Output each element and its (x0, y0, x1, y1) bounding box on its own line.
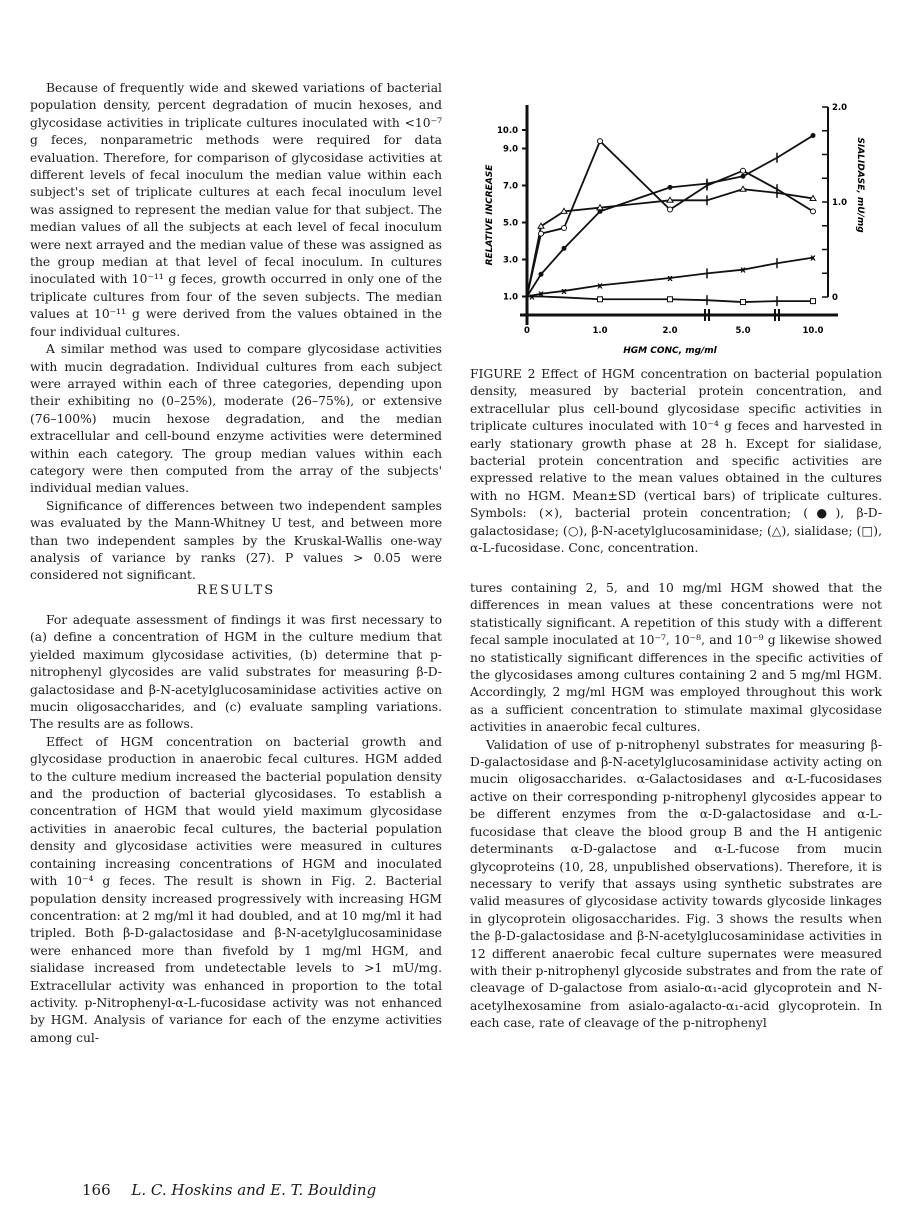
page-footer (82, 1182, 376, 1199)
y-tick-label: 5.0 (502, 218, 518, 229)
methods-text (30, 80, 442, 585)
paragraph: Validation of use of p-nitrophenyl substrates for measuring β-D-galactosidase and β-N-acetylglucosaminidase activity acting on mucin oligosaccharides. α-Galactosidases and α-L-fucosidases active on their corresponding p-nitrophenyl glycosides appear to be different enzymes from the α-D-galactosidase and α-L-fucosidase that cleave the blood group B and the H antigenic determinants α-D-galactose and α-L-fucose from mucin glycoproteins (10, 28, unpublished observations). Therefore, it is necessary to verify that assays using synthetic substrates are valid measures of glycosidase activity towards glycoside linkages in glycoprotein oligosaccharides. Fig. 3 shows the results when the β-D-galactosidase and β-N-acetylglucosaminidase activities in 12 different anaerobic fecal culture supernates were measured with their p-nitrophenyl glycoside substrates and from the rate of cleavage of D-galactose from asialo-α₁-acid glycoprotein and N-acetylhexosamine from asialo-agalacto-α₁-acid glycoprotein. In each case, rate of cleavage of the p-nitrophenyl (470, 737, 882, 1031)
y-tick-label: 1.0 (502, 292, 518, 303)
section-heading: RESULTS (196, 583, 276, 598)
y-tick-label: 9.0 (502, 144, 518, 155)
page-number: 166 (82, 1181, 111, 1199)
data-point (562, 246, 567, 251)
data-point-x: x (597, 281, 603, 292)
data-point (539, 272, 544, 277)
y-tick-label: 7.0 (502, 181, 518, 192)
y2-tick-label: 1.0 (832, 198, 848, 208)
data-point (668, 207, 673, 212)
x-tick-label: 1.0 (592, 326, 608, 336)
data-point-x: x (740, 265, 746, 276)
data-point (562, 226, 567, 231)
paragraph: tures containing 2, 5, and 10 mg/ml HGM showed that the differences in mean values at these concentrations were not statistically significant. A repetition of this study with a different fecal sample inoculated at 10⁻⁷, 10⁻⁸, and 10⁻⁹ g likewise showed no statistically significant differences in the specific activities of the glycosidases among cultures containing 2 and 5 mg/ml HGM. Accordingly, 2 mg/ml HGM was employed throughout this work as a sufficient concentration to stimulate maximal glycosidase activities in anaerobic fecal cultures. (470, 581, 882, 735)
data-point-x: x (529, 292, 535, 303)
x-axis-label: HGM CONC, mg/ml (623, 346, 717, 355)
x-tick-label: 10.0 (802, 326, 824, 336)
paragraph: Significance of differences between two independent samples was evaluated by the Mann-Whitney U test, and between more than two independent samples by the Kruskal-Wallis one-way analysis of variance by ranks (27). P values > 0.05 were considered not significant. (30, 498, 442, 583)
data-point (598, 297, 603, 302)
data-point (598, 139, 603, 144)
data-point (668, 185, 673, 190)
figure-2-chart (470, 75, 882, 355)
paragraph: Because of frequently wide and skewed variations of bacterial population density, percent degradation of mucin hexoses, and glycosidase activities in triplicate cultures inoculated with <10⁻⁷ g feces, nonparametric methods were required for data evaluation. Therefore, for comparison of glycosidase activities at different levels of fecal inoculum the median value within each subject's set of triplicate cultures at each fecal inoculum level was assigned to represent the median value for that subject. The median values of all the subjects at each level of fecal inoculum were next arrayed and the median value of these was assigned as the group median at that level of fecal inoculum. In cultures inoculated with 10⁻¹¹ g feces, growth occurred in only one of the triplicate cultures from four of the seven subjects. The median values at 10⁻¹¹ g were derived from the values obtained in the four individual cultures. (30, 81, 442, 339)
paragraph: For adequate assessment of findings it was first necessary to (a) define a concentration of HGM in the culture medium that yielded maximum glycosidase activities, (b) determine that p-nitrophenyl glycosides are valid substrates for measuring β-D-galactosidase and β-N-acetylglucosaminidase activities active on mucin oligosaccharides, and (c) evaluate sampling variations. The results are as follows. (30, 613, 442, 732)
y2-tick-label: 0 (832, 293, 838, 303)
y-tick-label: 10.0 (497, 126, 518, 136)
results-text-left (30, 612, 442, 1047)
data-point (811, 133, 816, 138)
y-tick-label: 3.0 (502, 255, 518, 266)
data-point-x: x (667, 274, 673, 284)
paragraph: A similar method was used to compare glycosidase activities with mucin degradation. Individual cultures from each subject were arrayed within each of three categories, depending upon their exhibiting no (0–25%), moderate (26–75%), or extensive (76–100%) mucin hexose degradation, and the median extracellular and cell-bound enzyme activities were determined within each category. The group median values within each category were then computed from the array of the subjects' individual median values. (30, 342, 442, 496)
x-tick-label: 0 (524, 326, 530, 336)
y2-tick-label: 2.0 (832, 103, 848, 113)
data-point (741, 174, 746, 179)
data-point-x: x (561, 286, 567, 297)
paragraph: Effect of HGM concentration on bacterial growth and glycosidase production in anaerobic fecal cultures. HGM added to the culture medium increased the bacterial population density and the production of bacterial glycosidases. To establish a concentration of HGM that would yield maximum glycosidase activities in anaerobic fecal cultures, the bacterial population density and glycosidase activities were measured in cultures containing increasing concentrations of HGM and inoculated with 10⁻⁴ g feces. The result is shown in Fig. 2. Bacterial population density increased progressively with increasing HGM concentration: at 2 mg/ml it had doubled, and at 10 mg/ml it had tripled. Both β-D-galactosidase and β-N-acetylglucosaminidase were enhanced more than fivefold by 1 mg/ml HGM, and sialidase increased from undetectable levels to >1 mU/mg. Extracellular activity was enhanced in proportion to the total activity. p-Nitrophenyl-α-L-fucosidase activity was not enhanced by HGM. Analysis of variance for each of the enzyme activities among cul- (30, 734, 442, 1045)
data-point-x: x (538, 289, 544, 300)
data-point (811, 299, 816, 304)
data-point (811, 209, 816, 214)
x-tick-label: 2.0 (662, 326, 678, 336)
x-tick-label: 5.0 (735, 326, 751, 336)
data-point (741, 168, 746, 173)
results-text-right (470, 580, 882, 1033)
data-point-x: x (810, 253, 816, 264)
data-point (668, 297, 673, 302)
figure-caption: FIGURE 2 Effect of HGM concentration on bacterial population density, measured by bacterial protein concentration, and extracellular plus cell-bound glycosidase specific activities in triplicate cultures inoculated with 10⁻⁴ g feces and harvested in early stationary growth phase at 28 h. Except for sialidase, bacterial protein concentration and specific activities are expressed relative to the mean values obtained in the cultures with no HGM. Mean±SD (vertical bars) of triplicate cultures. Symbols: (×), bacterial protein concentration; (●), β-D-galactosidase; (○), β-N-acetylglucosaminidase; (△), sialidase; (□), α-L-fucosidase. Conc, concentration. (470, 367, 882, 556)
y-axis-label: RELATIVE INCREASE (485, 164, 495, 266)
data-point (741, 300, 746, 305)
running-authors: L. C. Hoskins and E. T. Boulding (131, 1181, 377, 1199)
y2-axis-label: SIALIDASE, mU/mg (855, 137, 865, 233)
data-point (539, 231, 544, 236)
